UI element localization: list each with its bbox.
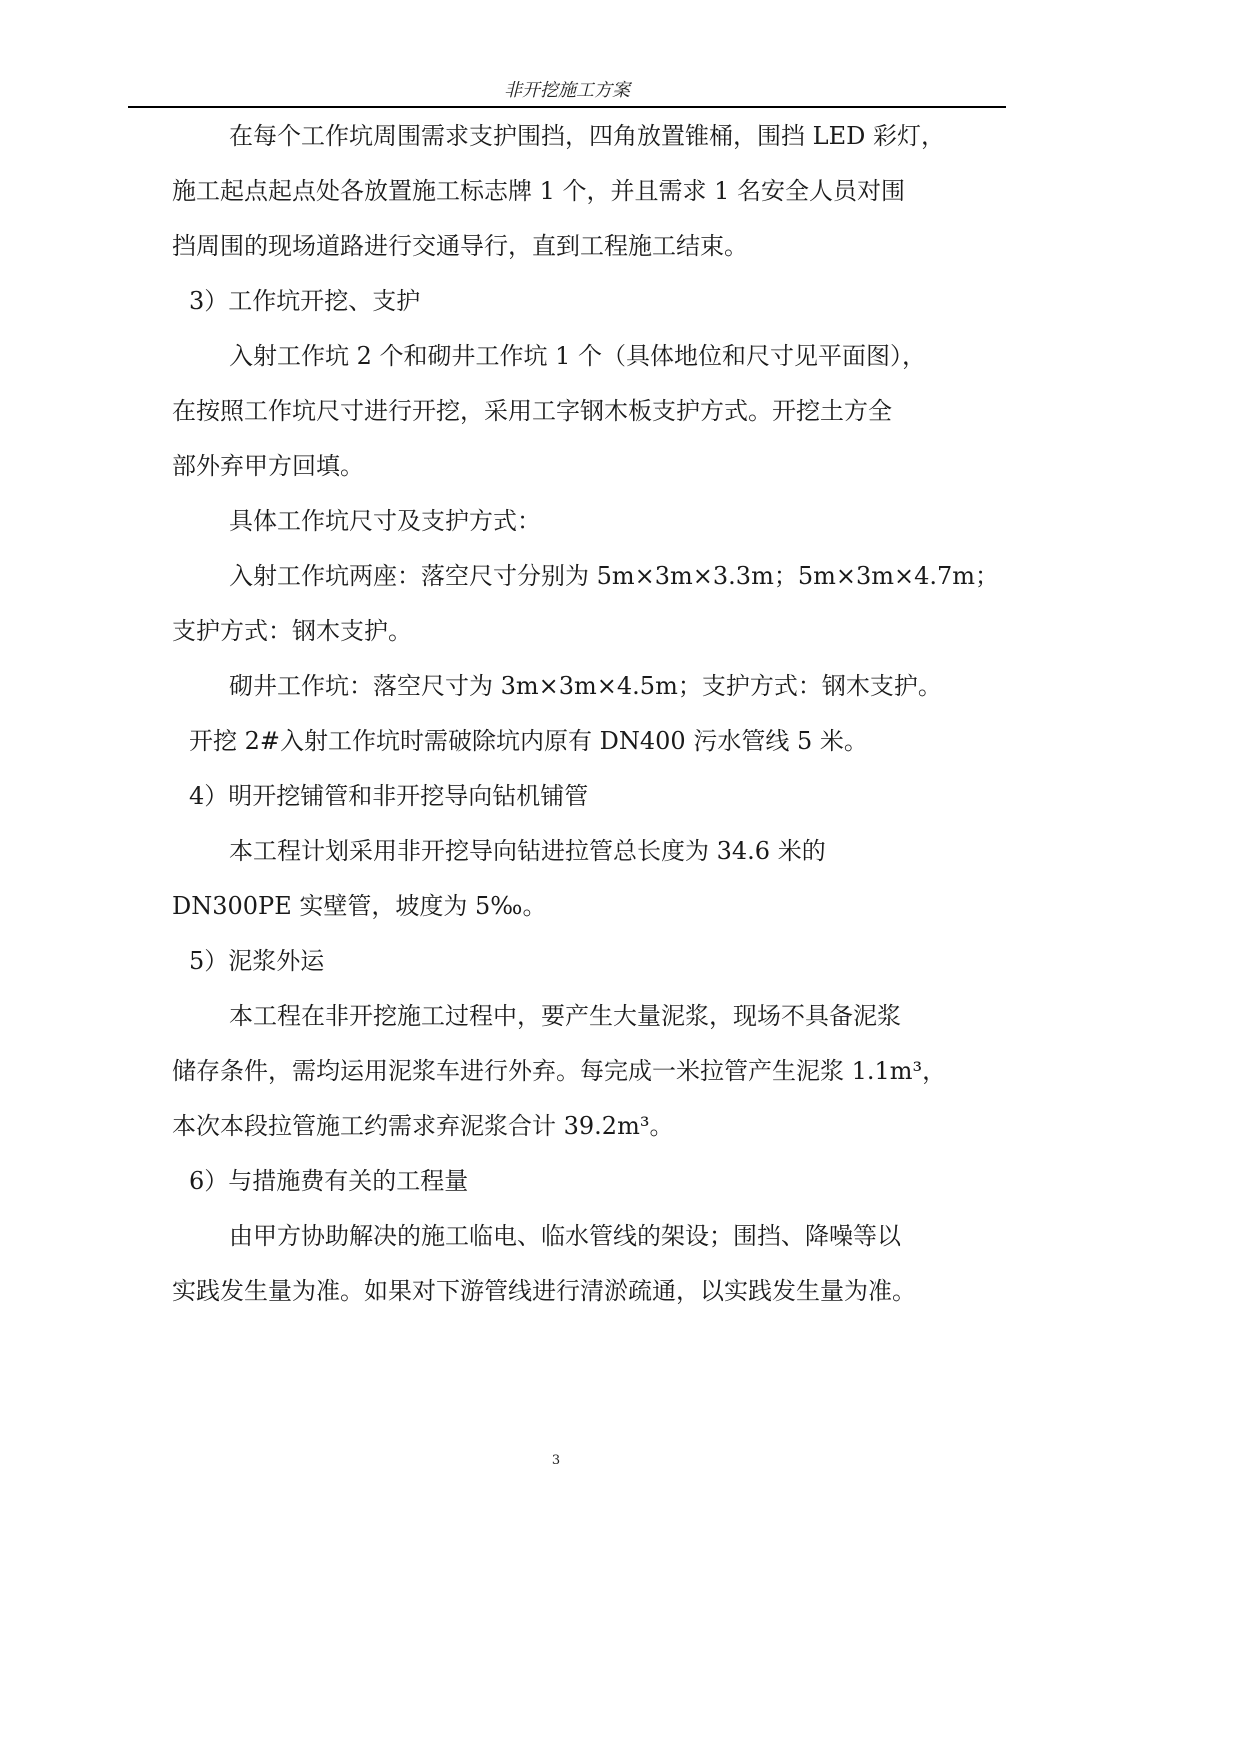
section-heading: 3）工作坑开挖、支护: [189, 287, 421, 315]
paragraph-line: 在按照工作坑尺寸进行开挖，采用工字钢木板支护方式。开挖土方全: [172, 397, 892, 425]
section-heading: 5）泥浆外运: [189, 947, 325, 975]
paragraph-line: DN300PE 实壁管，坡度为 5‰。: [172, 892, 547, 920]
paragraph-line: 开挖 2#入射工作坑时需破除坑内原有 DN400 污水管线 5 米。: [189, 727, 868, 755]
paragraph-line: 部外弃甲方回填。: [172, 452, 364, 480]
paragraph-line: 本工程在非开挖施工过程中，要产生大量泥浆，现场不具备泥浆: [229, 1002, 901, 1030]
paragraph-line: 由甲方协助解决的施工临电、临水管线的架设；围挡、降噪等以: [229, 1222, 901, 1250]
page-header: [128, 76, 1006, 108]
paragraph-line: 挡周围的现场道路进行交通导行，直到工程施工结束。: [172, 232, 748, 260]
paragraph-line: 砌井工作坑：落空尺寸为 3m×3m×4.5m；支护方式：钢木支护。: [229, 672, 942, 700]
paragraph-line: 实践发生量为准。如果对下游管线进行清淤疏通，以实践发生量为准。: [172, 1277, 916, 1305]
section-heading: 4）明开挖铺管和非开挖导向钻机铺管: [189, 782, 589, 810]
paragraph-line: 施工起点起点处各放置施工标志牌 1 个，并且需求 1 名安全人员对围: [172, 177, 906, 205]
paragraph-line: 储存条件，需均运用泥浆车进行外弃。每完成一米拉管产生泥浆 1.1m³，: [172, 1057, 947, 1085]
paragraph-line: 入射工作坑 2 个和砌井工作坑 1 个（具体地位和尺寸见平面图），: [229, 342, 927, 370]
paragraph-line: 本次本段拉管施工约需求弃泥浆合计 39.2m³。: [172, 1112, 674, 1140]
paragraph-line: 具体工作坑尺寸及支护方式：: [229, 507, 541, 535]
page-number: 3: [551, 1453, 561, 1468]
header-title: 非开挖施工方案: [504, 80, 630, 101]
section-heading: 6）与措施费有关的工程量: [189, 1167, 469, 1195]
paragraph-line: 支护方式：钢木支护。: [172, 617, 412, 645]
paragraph-line: 本工程计划采用非开挖导向钻进拉管总长度为 34.6 米的: [229, 837, 826, 865]
paragraph-line: 在每个工作坑周围需求支护围挡，四角放置锥桶，围挡 LED 彩灯，: [229, 122, 945, 150]
paragraph-line: 入射工作坑两座：落空尺寸分别为 5m×3m×3.3m；5m×3m×4.7m；: [229, 562, 1000, 590]
